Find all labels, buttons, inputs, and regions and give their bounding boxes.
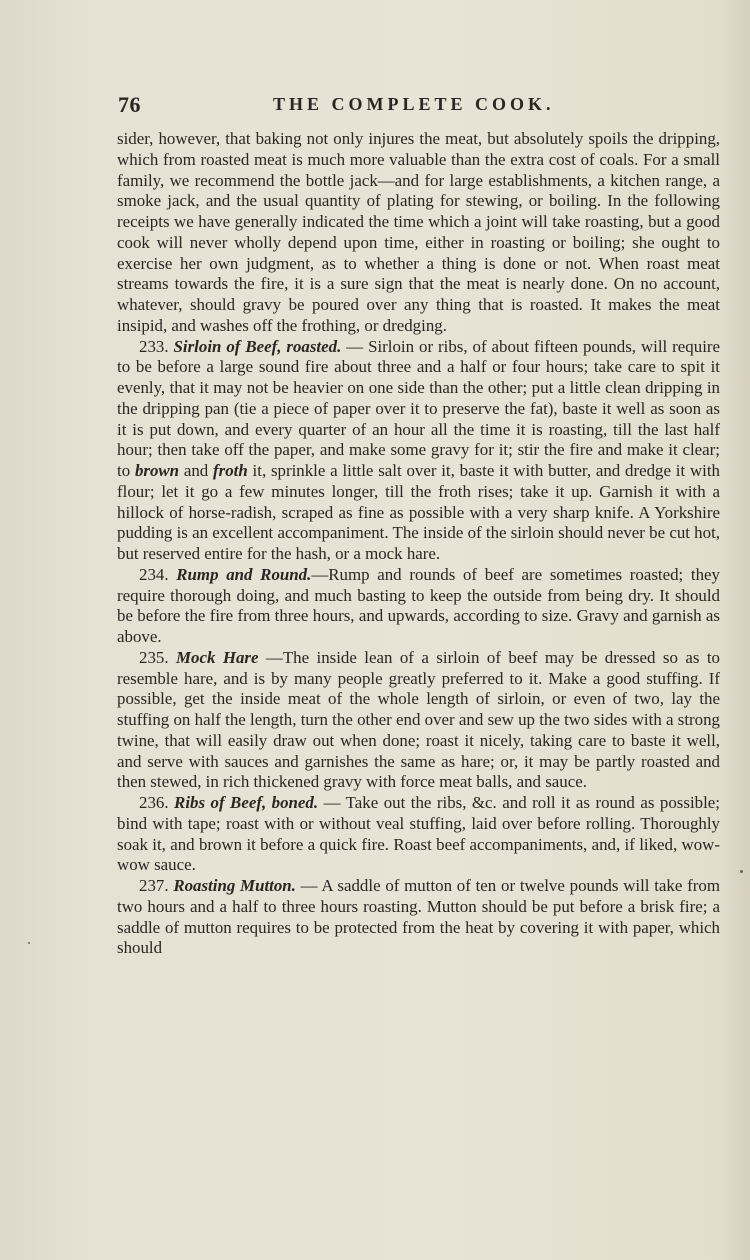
paper-speck <box>28 942 30 944</box>
recipe-236 <box>117 793 720 876</box>
recipe-text: —Rump and rounds of beef are sometimes roasted; they require thorough doing, and much basting to keep the outside from being dry. It should be before the fire from three hours, and upwards, according to size. Gravy and garnish as above. <box>117 564 721 646</box>
recipe-title: Roasting Mutton. <box>173 876 296 895</box>
body-text <box>117 129 720 959</box>
page-number: 76 <box>118 92 141 117</box>
recipe-text: — Take out the ribs, &c. and roll it as round as possible; bind with tape; roast with or without veal stuffing, laid over before rolling. Thoroughly soak it, and brown it before a quick fire. Roast beef accompaniments, and, if liked, wow-wow sauce. <box>117 793 720 875</box>
recipe-number: 237. <box>139 876 169 895</box>
paper-speck <box>740 870 743 873</box>
recipe-title: Mock Hare <box>176 647 259 667</box>
recipe-number: 235. <box>139 647 169 667</box>
emphasis-brown: brown <box>134 461 180 480</box>
recipe-text: and <box>179 461 214 480</box>
running-head: THE COMPLETE COOK. <box>273 94 555 114</box>
recipe-235 <box>117 648 720 793</box>
emphasis-froth: froth <box>213 461 248 480</box>
recipe-text: — Sirloin or ribs, of about fifteen pounds, will require to be before a large sound fire about three and a half or four hours; take care to spit it evenly, that it may not be heavier on one side than the other; put a little clean dripping in the dripping pan (tie a piece of paper over it to preserve the fat), baste it well as soon as it is put down, and every quarter of an hour all the time it is roasting, till the last half hour; then take off the paper, and make some gravy for it; stir the fire and make it clear; to <box>117 336 721 480</box>
recipe-title: Ribs of Beef, boned. <box>174 793 319 812</box>
page-header <box>118 92 718 122</box>
recipe-text: — A saddle of mutton of ten or twelve pounds will take from two hours and a half to three hours roasting. Mutton should be put before a brisk fire; a saddle of mutton requires to be protected from the heat by covering it with paper, which should <box>117 876 720 958</box>
recipe-text: it, sprinkle a little salt over it, baste it with butter, and dredge it with flour; let it go a few minutes longer, till the froth rises; take it up. Garnish it with a hillock of horse-radish, scraped as fine as possible with a very sharp knife. A Yorkshire pudding is an excellent accompaniment. The inside of the sirloin should never be cut hot, but reserved entire for the hash, or a mock hare. <box>117 461 720 563</box>
paragraph-continuation: sider, however, that baking not only injures the meat, but absolutely spoils the dripping, which from roasted meat is much more valuable than the extra cost of coals. For a small family, we recommend the bottle jack—and for large establishments, a kitchen range, a smoke jack, and the usual quantity of plating for stewing, or boiling. In the following receipts we have generally indicated the time which a joint will take roasting, but a good cook will never wholly depend upon time, either in roasting or boiling; she ought to exercise her own judgment, as to whether a thing is done or not. When roast meat streams towards the fire, it is a sure sign that the meat is nearly done. On no account, whatever, should gravy be poured over any thing that is roasted. It makes the meat insipid, and washes off the frothing, or dredging. <box>117 129 720 335</box>
recipe-text: —The inside lean of a sirloin of beef may be dressed so as to resemble hare, and is by many people greatly preferred to it. Make a good stuffing. If possible, get the inside meat of the whole length of sirloin, or even of two, lay the stuffing on half the length, turn the other end over and sew up the two sides with a strong twine, that will easily draw out when done; roast it nicely, taking care to baste it well, and serve with sauces and garnishes the same as hare; or, it may be partly roasted and then stewed, in rich thickened gravy with force meat balls, and sauce. <box>117 647 720 792</box>
recipe-title: Rump and Round. <box>176 564 312 584</box>
recipe-number: 236. <box>139 793 169 812</box>
recipe-number: 233. <box>139 336 169 356</box>
recipe-number: 234. <box>139 564 169 584</box>
recipe-234 <box>117 565 720 648</box>
recipe-title: Sirloin of Beef, roasted. <box>173 336 342 356</box>
recipe-237 <box>117 876 720 959</box>
recipe-233 <box>117 337 720 565</box>
